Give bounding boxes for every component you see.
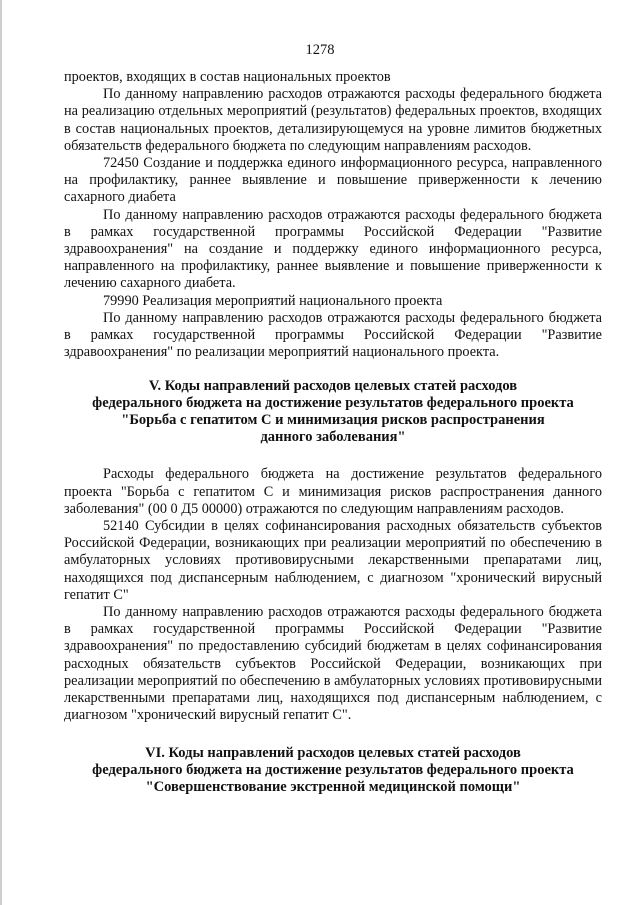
code-72450-description: По данному направлению расходов отражаются расходы федерального бюджета в рамках государственной программы Российской Федерации "Развитие здравоохранения" на создание и поддержку единого информационного ресурса, направленного на профилактику, раннее выявление и повышение приверженности к лечению сахарного диабета. [64,206,602,292]
section-5-heading [64,378,602,446]
section-5-heading-line: V. Коды направлений расходов целевых статей расходов [148,378,518,395]
paragraph-continuation: проектов, входящих в состав национальных проектов [64,69,391,85]
page-content [64,69,602,796]
code-52140-title: 52140 Субсидии в целях софинансирования расходных обязательств субъектов Российской Федерации, возникающих при реализации мероприятий по обеспечению в амбулаторных условиях противовирусными лекарственными препаратами лиц, находящихся под диспансерным наблюдением, с диагнозом "хронический вирусный гепатит С" [64,518,602,603]
section-5-heading-line: федерального бюджета на достижение результатов федерального проекта [92,395,574,412]
section-6-heading-line: VI. Коды направлений расходов целевых статей расходов [145,744,521,761]
code-52140-description: По данному направлению расходов отражаются расходы федерального бюджета в рамках государственной программы Российской Федерации "Развитие здравоохранения" по предоставлению субсидий бюджетам в целях софинансирования расходных обязательств субъектов Российской Федерации, возникающих при реализации мероприятий по обеспечению в амбулаторных условиях противовирусными лекарственными препаратами лиц, находящихся под диспансерным наблюдением, с диагнозом "хронический вирусный гепатит С". [64,604,602,724]
section-6-heading-line: федерального бюджета на достижение результатов федерального проекта [92,761,574,778]
paragraph-intro: По данному направлению расходов отражаются расходы федерального бюджета на реализацию отдельных мероприятий (результатов) федеральных проектов, входящих в состав национальных проектов, детализирующемуся на уровне лимитов бюджетных обязательств федерального бюджета по следующим направлениям расходов. [64,86,602,154]
code-79990-title: 79990 Реализация мероприятий национального проекта [103,292,443,309]
page-number: 1278 [305,42,335,58]
section-5-heading-line: данного заболевания" [260,429,406,446]
code-72450-title: 72450 Создание и поддержка единого информационного ресурса, направленного на профилактику, раннее выявление и повышение приверженности к лечению сахарного диабета [64,155,602,206]
section-6-heading [64,745,602,796]
section-5-intro: Расходы федерального бюджета на достижение результатов федерального проекта "Борьба с гепатитом С и минимизация рисков распространения данного заболевания" (00 0 Д5 00000) отражаются по следующим направлениям расходов. [64,466,602,517]
scan-edge [0,0,2,905]
section-5-heading-line: "Борьба с гепатитом С и минимизация рисков распространения [121,412,545,429]
code-79990-description: По данному направлению расходов отражаются расходы федерального бюджета в рамках государственной программы Российской Федерации "Развитие здравоохранения" по реализации мероприятий национального проекта. [64,309,602,361]
section-6-heading-line: "Совершенствование экстренной медицинской помощи" [145,778,521,795]
